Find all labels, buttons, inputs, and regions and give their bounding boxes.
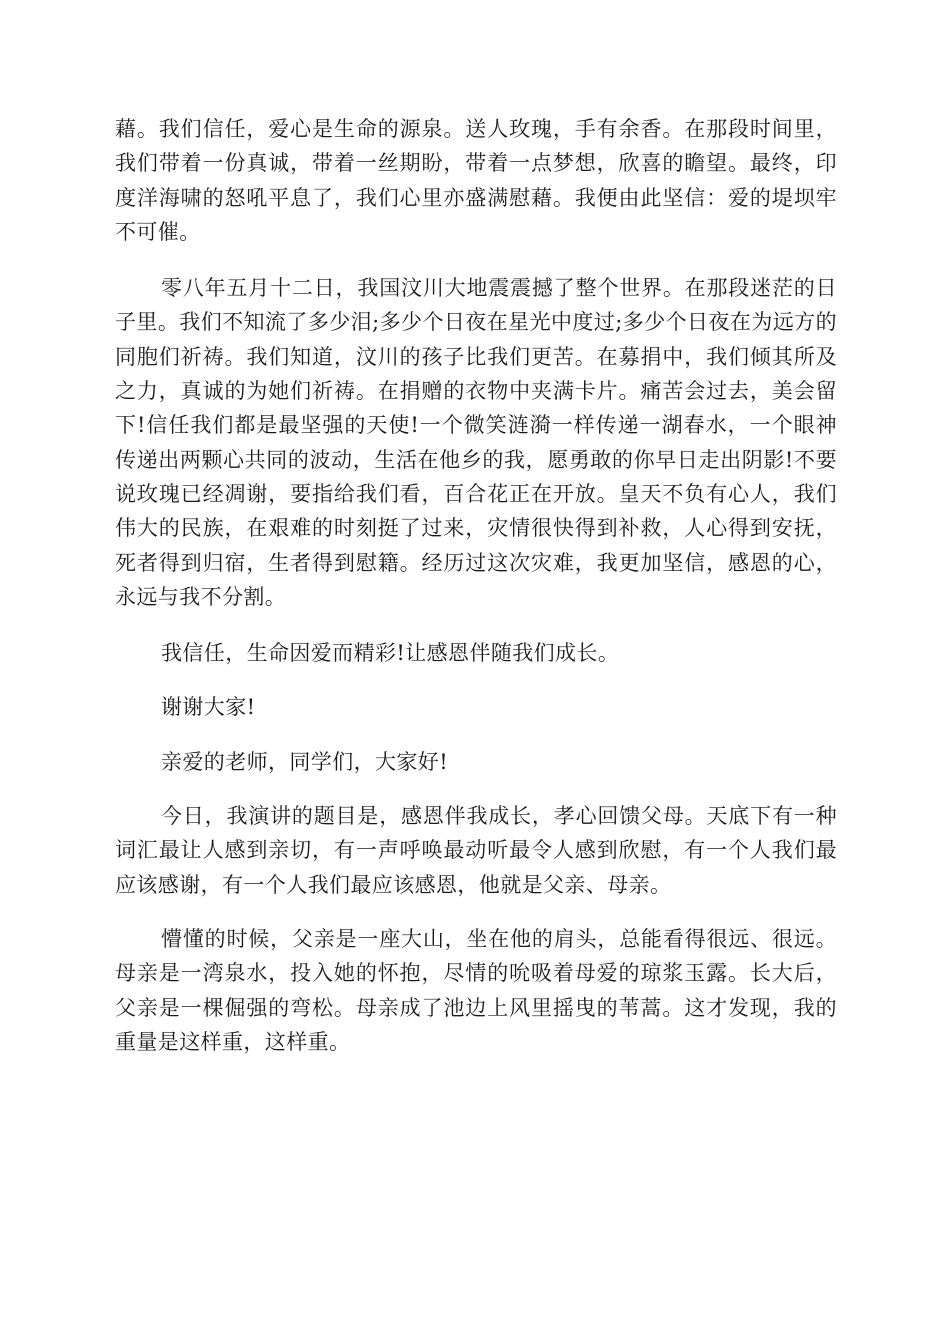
paragraph-7: 懵懂的时候，父亲是一座大山，坐在他的肩头，总能看得很远、很远。母亲是一湾泉水，投入她的怀抱，尽情的吮吸着母爱的琼浆玉露。长大后，父亲是一棵倔强的弯松。母亲成了池边上风里摇曳的苇蒿。这才发现，我的重量是这样重，这样重。 [115, 926, 837, 1054]
paragraph-4: 谢谢大家! [161, 695, 256, 720]
paragraph-5: 亲爱的老师，同学们，大家好! [161, 749, 449, 774]
paragraph-1: 藉。我们信任，爱心是生命的源泉。送人玫瑰，手有余香。在那段时间里，我们带着一份真诚，带着一丝期盼，带着一点梦想，欣喜的瞻望。最终，印度洋海啸的怒吼平息了，我们心里亦盛满慰藉。我便由此坚信：爱的堤坝牢不可催。 [115, 117, 837, 244]
paragraph-3: 我信任，生命因爱而精彩!让感恩伴随我们成长。 [161, 641, 620, 666]
document-body [115, 112, 837, 1079]
paragraph-2: 零八年五月十二日，我国汶川大地震震撼了整个世界。在那段迷茫的日子里。我们不知流了多少泪;多少个日夜在星光中度过;多少个日夜在为远方的同胞们祈祷。我们知道，汶川的孩子比我们更苦。在募捐中，我们倾其所及之力，真诚的为她们祈祷。在捐赠的衣物中夹满卡片。痛苦会过去，美会留下!信任我们都是最坚强的天使!一个微笑涟漪一样传递一湖春水，一个眼神传递出两颗心共同的波动，生活在他乡的我，愿勇敢的你早日走出阴影!不要说玫瑰已经凋谢，要指给我们看，百合花正在开放。皇天不负有心人，我们伟大的民族，在艰难的时刻挺了过来，灾情很快得到补救，人心得到安抚，死者得到归宿，生者得到慰籍。经历过这次灾难，我更加坚信，感恩的心，永远与我不分割。 [115, 276, 837, 609]
paragraph-6: 今日，我演讲的题目是，感恩伴我成长，孝心回馈父母。天底下有一种词汇最让人感到亲切，有一声呼唤最动听最令人感到欣慰，有一个人我们最应该感谢，有一个人我们最应该感恩，他就是父亲、母亲。 [115, 804, 837, 897]
